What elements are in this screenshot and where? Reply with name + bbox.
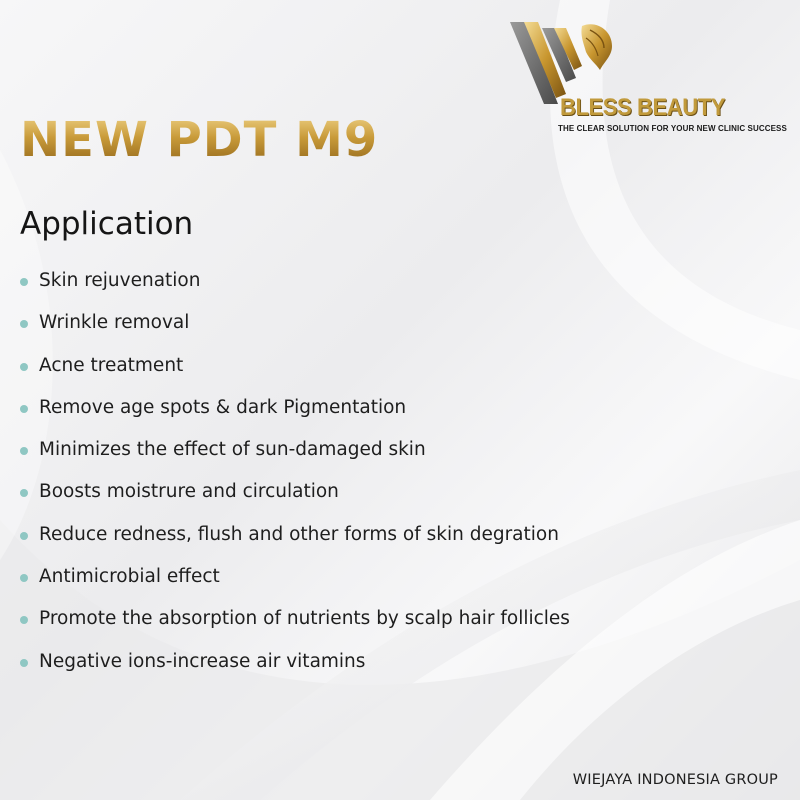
bullet-icon [20,659,28,667]
list-item [20,310,570,352]
brand-tagline: THE CLEAR SOLUTION FOR YOUR NEW CLINIC SUCCESS [558,124,787,133]
list-item [20,395,570,437]
list-item [20,268,570,310]
list-item [20,437,570,479]
list-item-label: Remove age spots & dark Pigmentation [39,396,407,418]
bullet-icon [20,532,28,540]
list-item-label: Promote the absorption of nutrients by scalp hair follicles [39,608,570,630]
list-item-label: Boosts moistrure and circulation [39,481,339,503]
brand-name: BLESS BEAUTY [560,94,726,121]
product-title: NEW PDT M9 [20,112,379,168]
list-item [20,564,570,606]
bullet-icon [20,447,28,455]
list-item-label: Minimizes the effect of sun-damaged skin [39,439,426,461]
bullet-icon [20,574,28,582]
bullet-icon [20,320,28,328]
bullet-icon [20,363,28,371]
bullet-icon [20,616,28,624]
list-item [20,479,570,521]
list-item [20,522,570,564]
list-item [20,353,570,395]
list-item [20,606,570,648]
application-list [20,268,570,691]
brand-logo [500,16,790,133]
list-item-label: Wrinkle removal [39,312,190,334]
list-item-label: Acne treatment [39,354,184,376]
list-item-label: Negative ions-increase air vitamins [39,650,366,672]
list-item-label: Antimicrobial effect [39,566,220,588]
bullet-icon [20,278,28,286]
list-item-label: Skin rejuvenation [39,270,201,291]
section-heading: Application [20,206,194,242]
list-item [20,649,570,691]
bullet-icon [20,489,28,497]
company-footer: WIEJAYA INDONESIA GROUP [572,772,778,788]
bullet-icon [20,405,28,413]
list-item-label: Reduce redness, flush and other forms of skin degration [39,523,559,545]
